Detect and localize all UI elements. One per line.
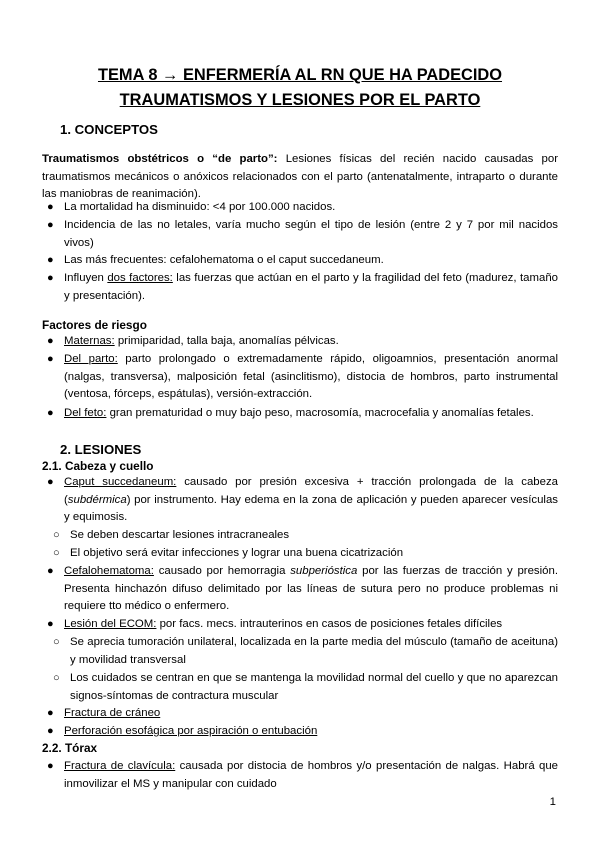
bullet-dot: ●: [47, 707, 54, 719]
underlined-term: Del parto:: [64, 353, 118, 365]
underlined-term: Caput succedaneum:: [64, 476, 177, 488]
bullet-dot: ●: [47, 254, 54, 266]
bullet-dot: ●: [47, 565, 54, 577]
underlined-term: Lesión del ECOM:: [64, 618, 157, 630]
title-line-2: TRAUMATISMOS Y LESIONES POR EL PARTO: [119, 91, 481, 109]
intro-text: Lesiones físicas del recién nacido causadas por traumatismos mecánicos o anóxicos relacionados con el parto (antenatalmente, intraparto o durante las maniobras de reanimación).: [42, 153, 559, 200]
list-item-caput: [64, 474, 558, 527]
list-item: [64, 333, 558, 351]
underlined-term: Del feto:: [64, 407, 107, 419]
list-item: [64, 351, 558, 404]
list-item: Las más frecuentes: cefalohematoma o el caput succedaneum.: [64, 254, 384, 266]
bullet-dot: ●: [47, 272, 54, 284]
list-item: Incidencia de las no letales, varía mucho según el tipo de lesión (entre 2 y 7 por mil nacidos vivos): [64, 219, 558, 249]
sub-list-item: Los cuidados se centran en que se mantenga la movilidad normal del cuello y que no aparezcan signos-síntomas de contractura muscular: [70, 672, 558, 702]
circle-bullet: ○: [53, 672, 60, 684]
list-item-clavicula: [64, 758, 558, 793]
list-item: [64, 405, 558, 423]
list-item-text: causado por hemorragia: [153, 565, 291, 577]
underlined-term: Cefalohematoma:: [64, 565, 154, 577]
list-item-text: primiparidad, talla baja, anomalías pélvicas.: [114, 335, 339, 347]
bullet-dot: ●: [47, 353, 54, 365]
list-item-text: ) por instrumento. Hay edema en la zona de aplicación y pueden aparecer vesículas y equimosis.: [64, 493, 558, 523]
underlined-term: Maternas:: [64, 335, 115, 347]
risk-heading: Factores de riesgo: [42, 318, 147, 332]
list-item-perforacion: Perforación esofágica por aspiración o entubación: [64, 725, 318, 737]
list-item-ecom: [64, 616, 558, 634]
subsection-heading-torax: 2.2. Tórax: [42, 741, 98, 755]
intro-paragraph: [42, 151, 558, 204]
bullet-dot: ●: [47, 725, 54, 737]
circle-bullet: ○: [53, 547, 60, 559]
list-item-text: por las fuerzas de tracción y presión. Presenta hinchazón difuso delimitado por las líneas de sutura pero no produce problemas ni requiere tto médico o enfermero.: [64, 565, 558, 612]
list-item-text: causado por presión excesiva + tracción prolongada de la cabeza (: [64, 476, 558, 506]
list-item-text: por facs. mecs. intrauterinos en casos de posiciones fetales difíciles: [156, 618, 503, 630]
intro-term: Traumatismos obstétricos o “de parto”:: [42, 153, 278, 165]
sub-list-item: El objetivo será evitar infecciones y lograr una buena cicatrización: [70, 547, 404, 559]
list-item-text: causada por distocia de hombros y/o presentación de nalgas. Habrá que inmovilizar el MS y manipular con cuidado: [64, 760, 559, 790]
subsection-heading-cabeza: 2.1. Cabeza y cuello: [42, 459, 154, 473]
bullet-dot: ●: [47, 476, 54, 488]
underlined-term: Fractura de clavícula:: [64, 760, 176, 772]
page-number: 1: [549, 796, 556, 808]
list-item-fractura-craneo: Fractura de cráneo: [64, 707, 161, 719]
list-item-text: las fuerzas que actúan en el parto y la fragilidad del feto (madurez, tamaño y presentación).: [64, 272, 558, 302]
list-item-text: Influyen: [64, 272, 108, 284]
list-item-text: parto prolongado o extremadamente rápido, oligoamnios, presentación anormal (nalgas, transversa), malposición fetal (asinclitismo), distocia de hombros, parto instrumental (ventosa, fórceps, espátulas), versión-extracción.: [64, 353, 558, 400]
sub-list-item: Se aprecia tumoración unilateral, localizada en la parte media del músculo (tamaño de aceituna) y movilidad transversal: [70, 636, 558, 666]
circle-bullet: ○: [53, 529, 60, 541]
list-item-text: gran prematuridad o muy bajo peso, macrosomía, macrocefalia y anomalías fetales.: [106, 407, 534, 419]
bullet-dot: ●: [47, 219, 54, 231]
section-heading-lesiones: 2. LESIONES: [60, 442, 142, 457]
list-item: La mortalidad ha disminuido: <4 por 100.000 nacidos.: [64, 201, 336, 213]
list-item: [64, 270, 558, 305]
bullet-dot: ●: [47, 618, 54, 630]
bullet-dot: ●: [47, 335, 54, 347]
list-item-cefalohematoma: [64, 563, 558, 616]
section-heading-conceptos: 1. CONCEPTOS: [60, 122, 158, 137]
title-line-1: TEMA 8 → ENFERMERÍA AL RN QUE HA PADECIDO: [97, 66, 503, 84]
bullet-dot: ●: [47, 407, 54, 419]
sub-list-item: Se deben descartar lesiones intracraneales: [70, 529, 290, 541]
bullet-dot: ●: [47, 760, 54, 772]
italic-term: subperióstica: [290, 565, 358, 577]
bullet-dot: ●: [47, 201, 54, 213]
italic-term: subdérmica: [67, 493, 127, 506]
underlined-term: dos factores:: [107, 272, 173, 284]
circle-bullet: ○: [53, 636, 60, 648]
